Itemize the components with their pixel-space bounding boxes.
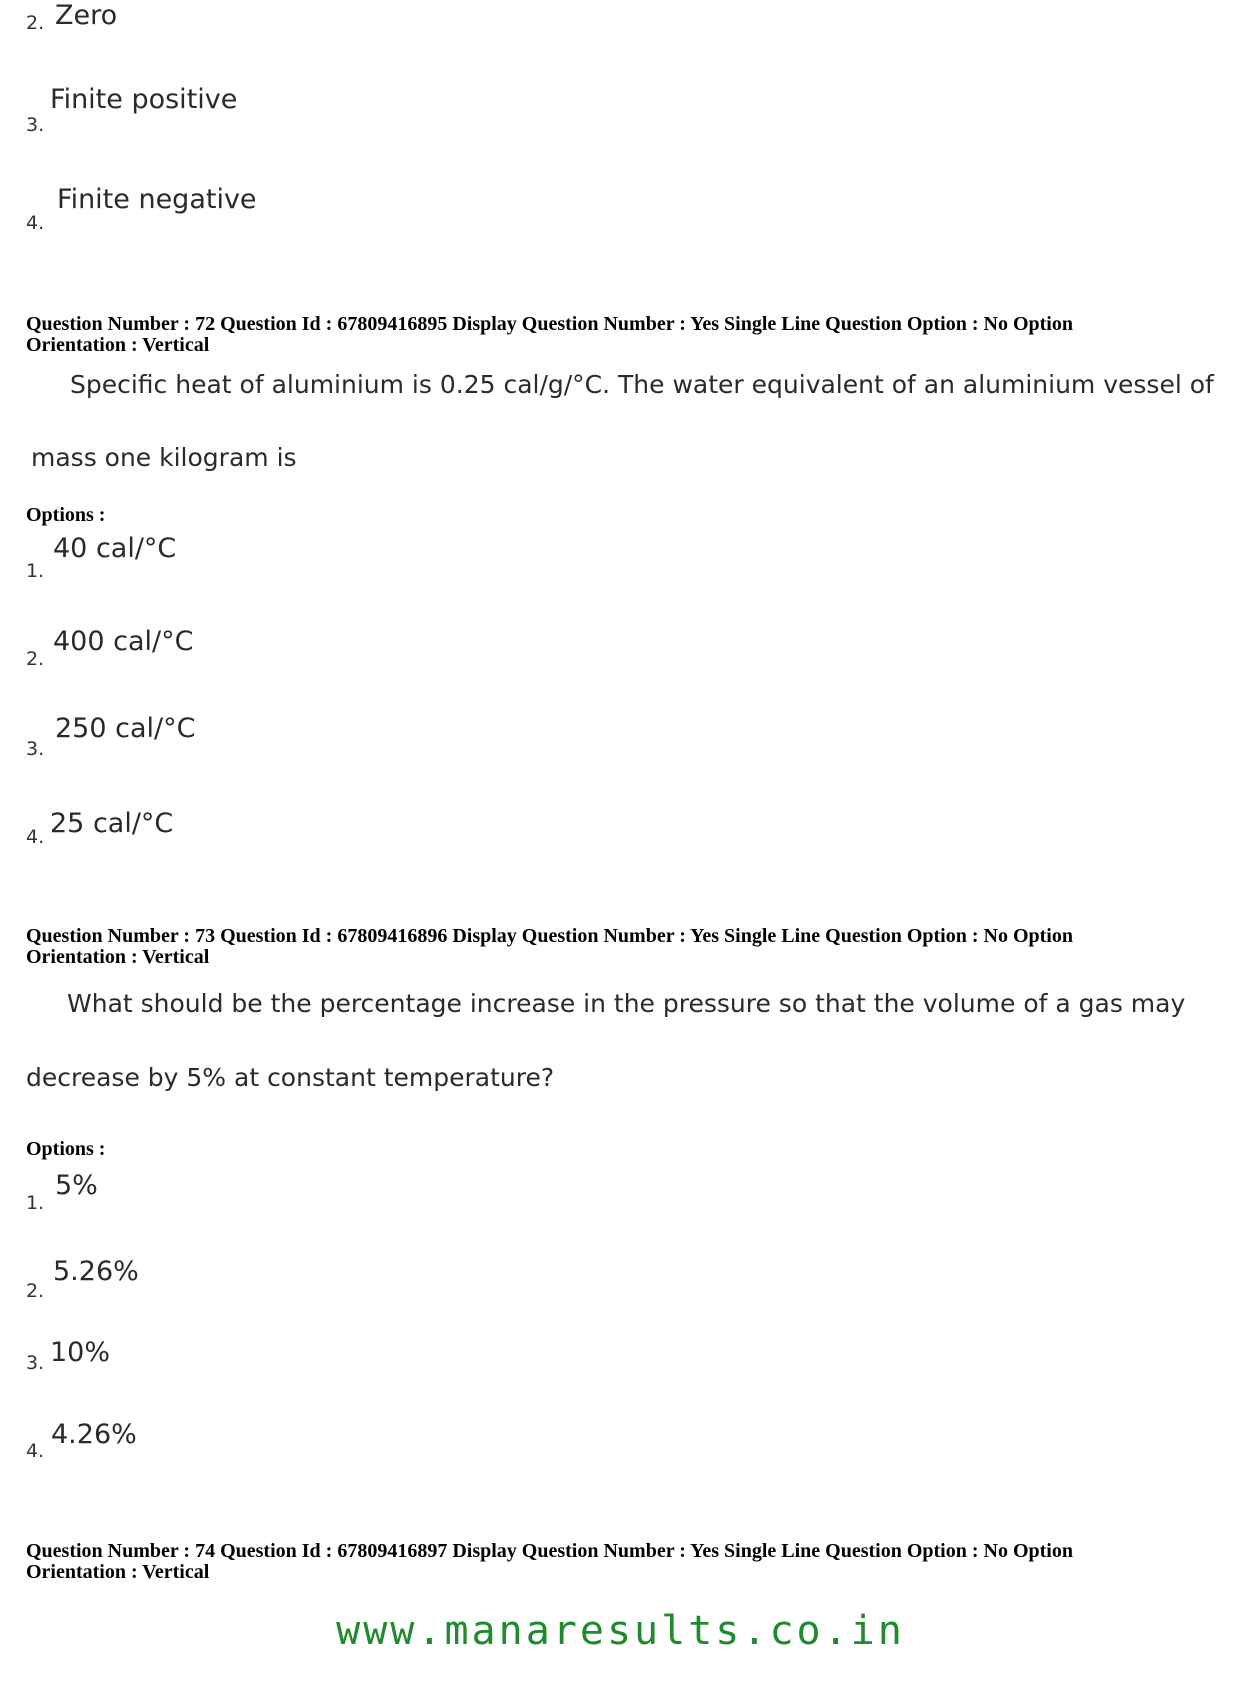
question-text: decrease by 5% at constant temperature? <box>26 1063 555 1092</box>
question-meta-line: Orientation : Vertical <box>26 334 210 356</box>
question-meta <box>26 314 1216 356</box>
question-text: Specific heat of aluminium is 0.25 cal/g/°C. The water equivalent of an aluminium vessel of <box>70 370 1214 399</box>
option-text: 40 cal/°C <box>53 533 177 564</box>
option-number: 3. <box>26 1352 45 1374</box>
option-text: 10% <box>50 1337 111 1368</box>
option-text: Finite negative <box>57 184 257 215</box>
question-text: mass one kilogram is <box>31 443 297 472</box>
option-number: 1. <box>26 1192 45 1214</box>
option-text: 400 cal/°C <box>53 626 194 657</box>
option-text: 5.26% <box>53 1256 139 1287</box>
question-meta <box>26 1541 1216 1583</box>
option-number: 2. <box>26 1280 45 1302</box>
option-text: 25 cal/°C <box>50 808 174 839</box>
option-text: 4.26% <box>51 1419 137 1450</box>
question-meta-line: Question Number : 72 Question Id : 67809416895 Display Question Number : Yes Single Line Question Option : No Option <box>26 313 1073 335</box>
option-number: 2. <box>26 648 45 670</box>
option-number: 1. <box>26 560 45 582</box>
option-number: 2. <box>26 12 45 34</box>
question-meta-line: Orientation : Vertical <box>26 1561 210 1583</box>
question-meta-line: Orientation : Vertical <box>26 946 210 968</box>
option-text: Zero <box>55 0 118 31</box>
question-meta <box>26 926 1216 968</box>
option-text: 5% <box>55 1170 98 1201</box>
options-label: Options : <box>26 504 106 526</box>
option-number: 3. <box>26 738 45 760</box>
option-number: 4. <box>26 212 45 234</box>
footer-url[interactable]: www.manaresults.co.in <box>336 1608 905 1654</box>
option-text: Finite positive <box>50 84 238 115</box>
question-meta-line: Question Number : 74 Question Id : 67809416897 Display Question Number : Yes Single Line Question Option : No Option <box>26 1540 1073 1562</box>
option-number: 3. <box>26 114 45 136</box>
option-number: 4. <box>26 1440 45 1462</box>
options-label: Options : <box>26 1138 106 1160</box>
question-meta-line: Question Number : 73 Question Id : 67809416896 Display Question Number : Yes Single Line Question Option : No Option <box>26 925 1073 947</box>
option-number: 4. <box>26 826 45 848</box>
option-text: 250 cal/°C <box>55 713 196 744</box>
question-text: What should be the percentage increase in the pressure so that the volume of a gas may <box>67 989 1186 1018</box>
